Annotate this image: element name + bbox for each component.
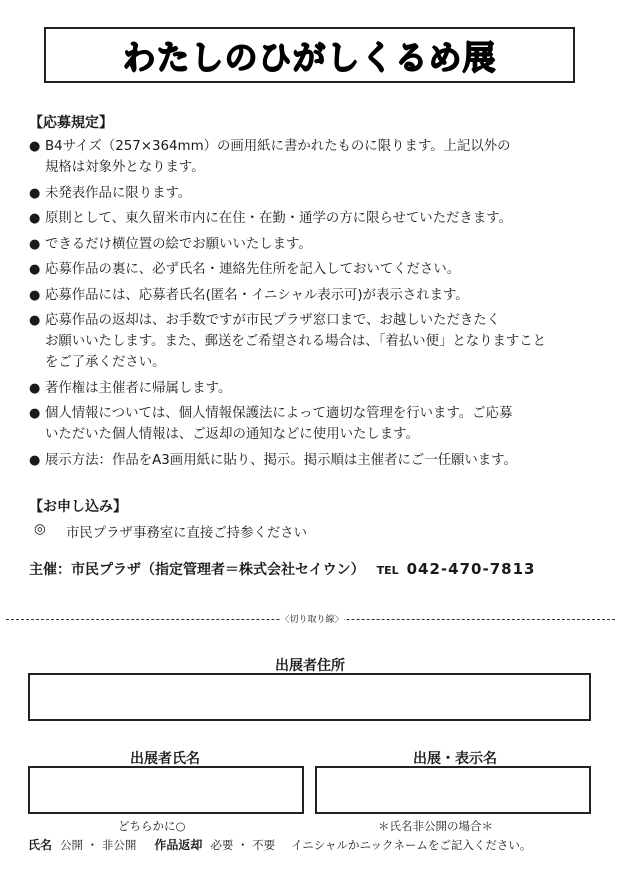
apply-heading: 【お申し込み】 [29, 499, 127, 515]
bullet-icon: ● [29, 139, 41, 154]
rule-item [29, 208, 597, 229]
private-note: ＊氏名非公開の場合＊ [378, 819, 493, 833]
address-label: 出展者住所 [275, 658, 345, 674]
bottom-row [28, 836, 531, 853]
double-circle-icon: ◎ [34, 522, 46, 537]
bullet-icon: ● [29, 236, 41, 252]
rule-text: B4サイズ（257×364mm）の画用紙に書かれたものに限ります。上記以外の 規格は対象外となります。 [45, 139, 511, 175]
rule-item [29, 285, 597, 306]
rule-item [29, 234, 597, 255]
return-label: 作品返却 [154, 838, 203, 852]
apply-line [34, 522, 307, 541]
cut-label: 〈切り取り線〉 [280, 612, 344, 625]
title-box [44, 27, 575, 83]
rules-list [29, 136, 597, 475]
name-field-label: 氏名 [28, 838, 53, 852]
tel-label: TEL [376, 564, 399, 577]
rule-text: 展示方法：作品をA3画用紙に貼り、掲示。掲示順は主催者にご一任願います。 [45, 452, 517, 468]
choose-note: どちらかに○ [118, 819, 186, 833]
bullet-icon: ● [29, 313, 41, 328]
bullet-icon: ● [29, 406, 41, 421]
sponsor-text: 主催：市民プラザ（指定管理者＝株式会社セイウン） [29, 562, 365, 578]
rule-item [29, 136, 597, 178]
rule-text: 応募作品の返却は、お手数ですが市民プラザ窓口まで、お越しいただきたく お願いいたします。また、郵送をご希望される場合は、「着払い便」となりますこと をご了承ください。 [45, 313, 547, 370]
bullet-icon: ● [29, 380, 41, 396]
display-name-field[interactable] [315, 766, 591, 814]
rule-item [29, 183, 597, 204]
name-label: 出展者氏名 [130, 751, 200, 767]
rule-text: 著作権は主催者に帰属します。 [45, 380, 232, 396]
sponsor-line [29, 559, 535, 579]
rule-item [29, 259, 597, 280]
bullet-icon: ● [29, 452, 41, 468]
rule-text: 原則として、東久留米市内に在住・在勤・通学の方に限らせていただきます。 [45, 211, 512, 226]
rule-text: 個人情報については、個人情報保護法によって適切な管理を行います。ご応募 いただいた個人情報は、ご返却の通知などに使用いたします。 [45, 406, 513, 442]
display-name-label: 出展・表示名 [413, 751, 497, 767]
initial-note: イニシャルかニックネームをご記入ください。 [291, 838, 532, 852]
apply-text: 市民プラザ事務室に直接ご持参ください [66, 526, 308, 541]
rule-item [29, 378, 597, 399]
address-field[interactable] [28, 673, 591, 721]
rule-item [29, 310, 597, 373]
tel-number: 042-470-7813 [406, 560, 536, 578]
rule-text: 未発表作品に限ります。 [45, 185, 192, 201]
name-field[interactable] [28, 766, 304, 814]
rule-text: 応募作品の裏に、必ず氏名・連絡先住所を記入しておいてください。 [45, 262, 461, 277]
bullet-icon: ● [29, 287, 41, 303]
bullet-icon: ● [29, 211, 41, 226]
rule-text: できるだけ横位置の絵でお願いいたします。 [45, 236, 312, 252]
page-title: わたしのひがしくるめ展 [122, 37, 497, 77]
bullet-icon: ● [29, 262, 41, 277]
rules-heading: 【応募規定】 [29, 115, 113, 131]
bullet-icon: ● [29, 185, 41, 201]
rule-text: 応募作品には、応募者氏名(匿名・イニシャル表示可)が表示されます。 [45, 287, 469, 303]
name-options[interactable]: 公開 ・ 非公開 [60, 838, 137, 852]
rule-item [29, 403, 597, 445]
return-options[interactable]: 必要 ・ 不要 [210, 838, 276, 852]
rule-item [29, 450, 597, 471]
